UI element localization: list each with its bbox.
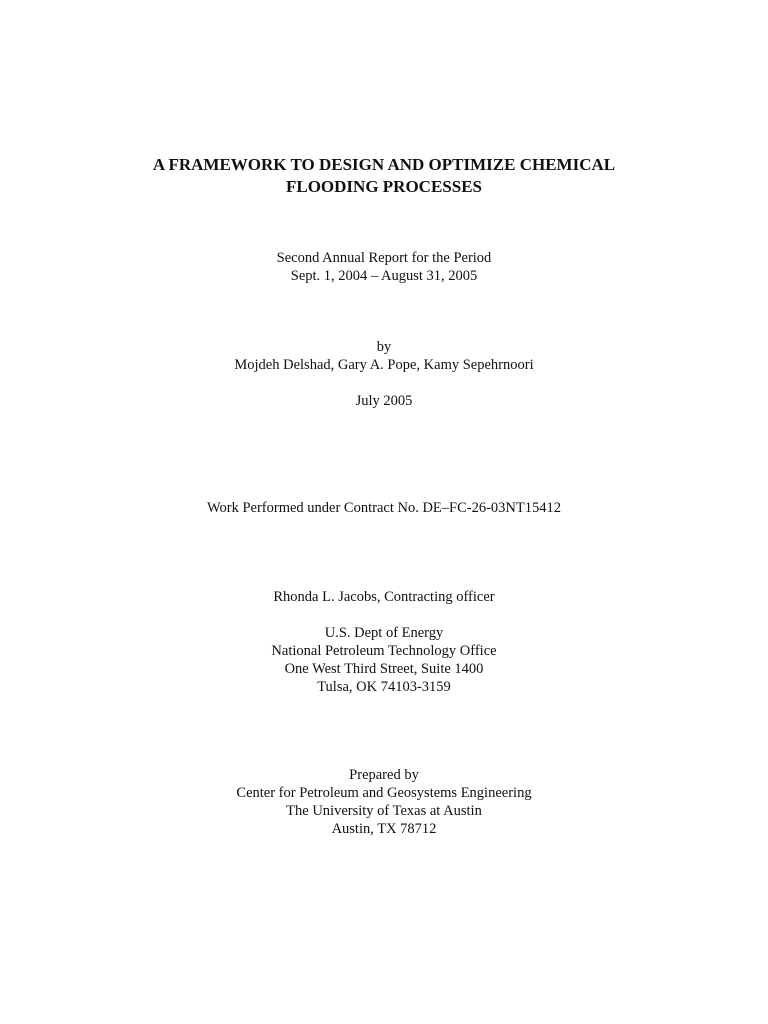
authors-by: by — [376, 339, 392, 355]
prepared-line-3: Austin, TX 78712 — [331, 821, 437, 837]
report-period-line-2: Sept. 1, 2004 – August 31, 2005 — [290, 268, 478, 284]
contract-line: Work Performed under Contract No. DE–FC-26-03NT15412 — [206, 500, 562, 516]
authors-names: Mojdeh Delshad, Gary A. Pope, Kamy Sepehrnoori — [234, 357, 534, 373]
agency-line-4: Tulsa, OK 74103-3159 — [317, 679, 451, 695]
agency-line-3: One West Third Street, Suite 1400 — [284, 661, 484, 677]
title-line-2: FLOODING PROCESSES — [285, 177, 482, 196]
prepared-line-2: The University of Texas at Austin — [286, 803, 482, 819]
report-period-line-1: Second Annual Report for the Period — [276, 250, 492, 266]
prepared-line-1: Center for Petroleum and Geosystems Engineering — [236, 785, 532, 801]
prepared-by-label: Prepared by — [349, 767, 419, 783]
contracting-officer: Rhonda L. Jacobs, Contracting officer — [273, 589, 495, 605]
report-date: July 2005 — [355, 393, 413, 409]
title-line-1: A FRAMEWORK TO DESIGN AND OPTIMIZE CHEMICAL — [152, 155, 616, 174]
agency-line-2: National Petroleum Technology Office — [271, 643, 497, 659]
agency-line-1: U.S. Dept of Energy — [324, 625, 444, 641]
